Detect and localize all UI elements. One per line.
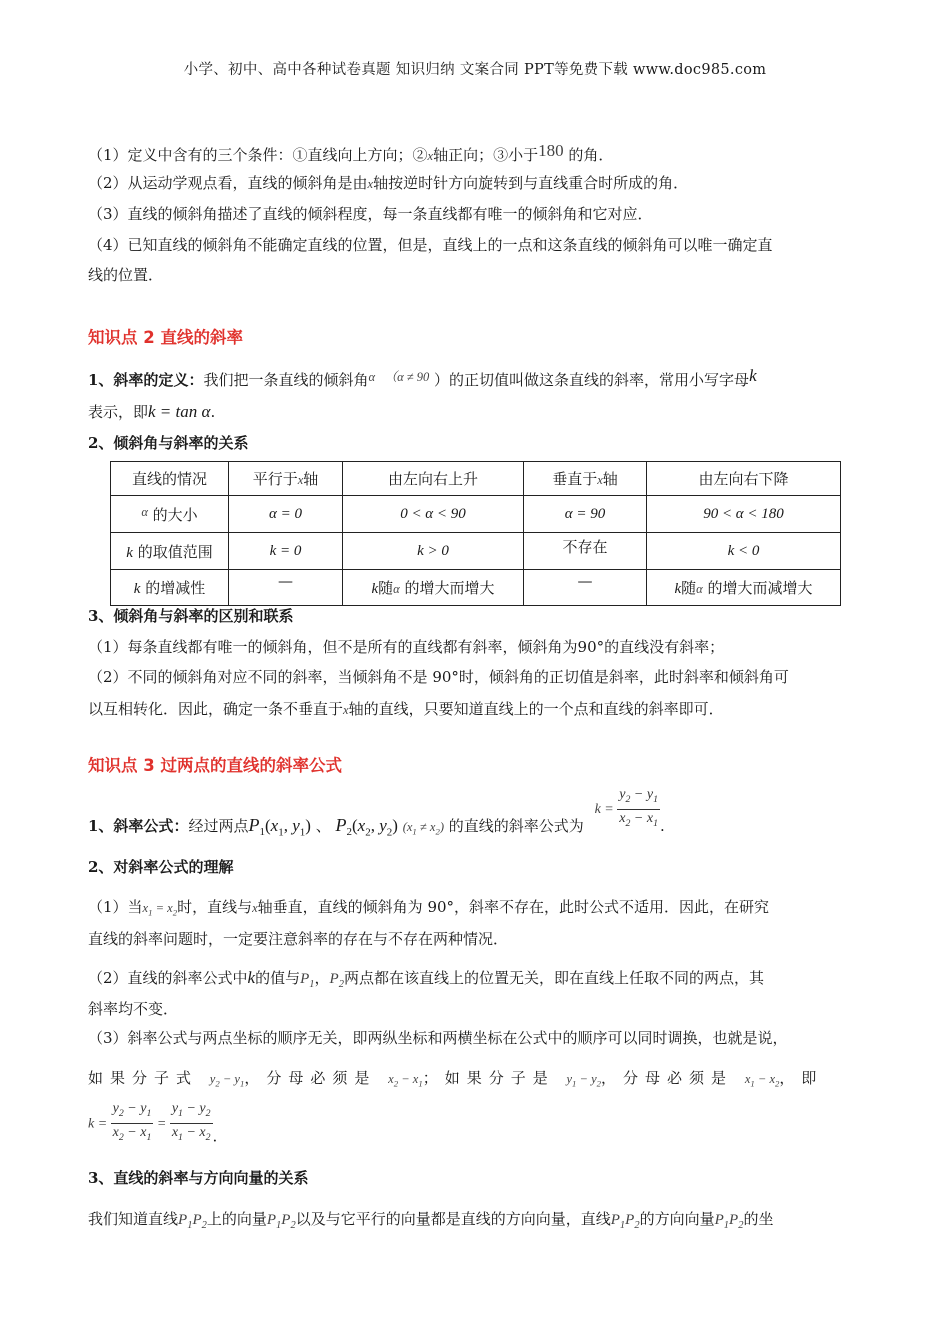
understanding-1-line1: （1）当$x_1 = x_2$时，直线与x轴垂直，直线的倾斜角为 90°，斜率不存在，此时公式不适用．因此，在研究 — [88, 898, 770, 918]
table-cell: k随α 的增大而减增大 — [647, 570, 841, 606]
table-cell: — — [229, 570, 343, 606]
table-cell: k随α 的增大而增大 — [343, 570, 524, 606]
understanding-2-line2: 斜率均不变． — [88, 1000, 179, 1018]
table-row — [111, 533, 841, 570]
note-3: （3）直线的倾斜角描述了直线的倾斜程度，每一条直线都有唯一的倾斜角和它对应． — [88, 205, 653, 223]
slope-definition-2: 表示，即k = tan α. — [88, 402, 216, 421]
understanding-3-line2: 如果分子式 $y_2 - y_1$，分母必须是 $x_2 - x_1$；如果分子是 $y_1 - y_2$，分母必须是 $x_1 - x_2$，即 — [88, 1069, 824, 1089]
table-header-cell: 由左向右上升 — [343, 462, 524, 496]
understanding-title: 2、对斜率公式的理解 — [88, 858, 234, 876]
section-3-title: 知识点 3 过两点的直线的斜率公式 — [88, 756, 342, 775]
note-2: （2）从运动学观点看，直线的倾斜角是由x轴按逆时针方向旋转到与直线重合时所成的角． — [88, 174, 689, 192]
note-4-line1: （4）已知直线的倾斜角不能确定直线的位置，但是，直线上的一点和这条直线的倾斜角可以唯一确定直 — [88, 236, 773, 254]
table-row — [111, 496, 841, 533]
table-cell: k > 0 — [343, 533, 524, 570]
table-cell: — — [524, 570, 647, 606]
relation-table — [110, 461, 841, 606]
table-cell: $^\alpha$ 的大小 — [111, 496, 229, 533]
understanding-3-formula: k = $\frac{y_2 - y_1}{x_2 - x_1}$ = $\frac{y_1 - y_2}{x_1 - x_2}$ . — [88, 1101, 218, 1146]
direction-vector-title: 3、直线的斜率与方向向量的关系 — [88, 1169, 309, 1187]
section-2-title: 知识点 2 直线的斜率 — [88, 328, 243, 347]
table-header-cell: 垂直于x轴 — [524, 462, 647, 496]
direction-vector-text: 我们知道直线$P_1P_2$上的向量$P_1P_2$以及与它平行的向量都是直线的方向向量，直线$P_1P_2$的方向向量$P_1P_2$的坐 — [88, 1210, 774, 1231]
table-row — [111, 570, 841, 606]
understanding-3-line1: （3）斜率公式与两点坐标的顺序无关，即两纵坐标和两横坐标在公式中的顺序可以同时调换，也就是说， — [88, 1029, 788, 1047]
difference-2-line2: 以互相转化．因此，确定一条不垂直于x轴的直线，只要知道直线上的一个点和直线的斜率即可． — [88, 700, 724, 718]
table-cell: k 的取值范围 — [111, 533, 229, 570]
page-header: 小学、初中、高中各种试卷真题 知识归纳 文案合同 PPT等免费下载 www.doc985.com — [183, 62, 767, 78]
table-cell: α = 90 — [524, 496, 647, 533]
table-cell: 0 < α < 90 — [343, 496, 524, 533]
table-cell: α = 0 — [229, 496, 343, 533]
table-header-cell: 直线的情况 — [111, 462, 229, 496]
table-cell: 不存在 — [524, 533, 647, 570]
note-4-line2: 线的位置． — [88, 266, 164, 284]
table-cell: 90 < α < 180 — [647, 496, 841, 533]
table-cell: k 的增减性 — [111, 570, 229, 606]
understanding-1-line2: 直线的斜率问题时，一定要注意斜率的存在与不存在两种情况． — [88, 930, 509, 948]
note-1: （1）定义中含有的三个条件：①直线向上方向；②x轴正向；③小于180 的角． — [88, 141, 614, 164]
table-row — [111, 462, 841, 496]
difference-2-line1: （2）不同的倾斜角对应不同的斜率，当倾斜角不是 90°时，倾斜角的正切值是斜率，此时斜率和倾斜角可 — [88, 668, 789, 686]
table-header-cell: 平行于x轴 — [229, 462, 343, 496]
relation-title: 2、倾斜角与斜率的关系 — [88, 434, 249, 452]
difference-title: 3、倾斜角与斜率的区别和联系 — [88, 607, 294, 625]
slope-formula: 1、斜率公式：经过两点$P_1(x_1$, $y_1$) 、 $P_2(x_2$, $y_2$) $(x_1 \ne x_2)$ 的直线的斜率公式为 k = $\frac{y_2 - y_1}{x_2 - x_1}$ . — [88, 786, 665, 839]
difference-1: （1）每条直线都有唯一的倾斜角，但不是所有的直线都有斜率，倾斜角为90°的直线没有斜率； — [88, 638, 725, 656]
slope-definition: 1、斜率的定义：我们把一条直线的倾斜角$^\alpha$ $^{(\alpha \ne 90}$ ）的正切值叫做这条直线的斜率，常用小写字母k — [88, 366, 757, 389]
understanding-2-line1: （2）直线的斜率公式中k的值与$P_1$，$P_2$两点都在该直线上的位置无关，即在直线上任取不同的两点，其 — [88, 968, 764, 990]
table-header-cell: 由左向右下降 — [647, 462, 841, 496]
table-cell: k = 0 — [229, 533, 343, 570]
table-cell: k < 0 — [647, 533, 841, 570]
